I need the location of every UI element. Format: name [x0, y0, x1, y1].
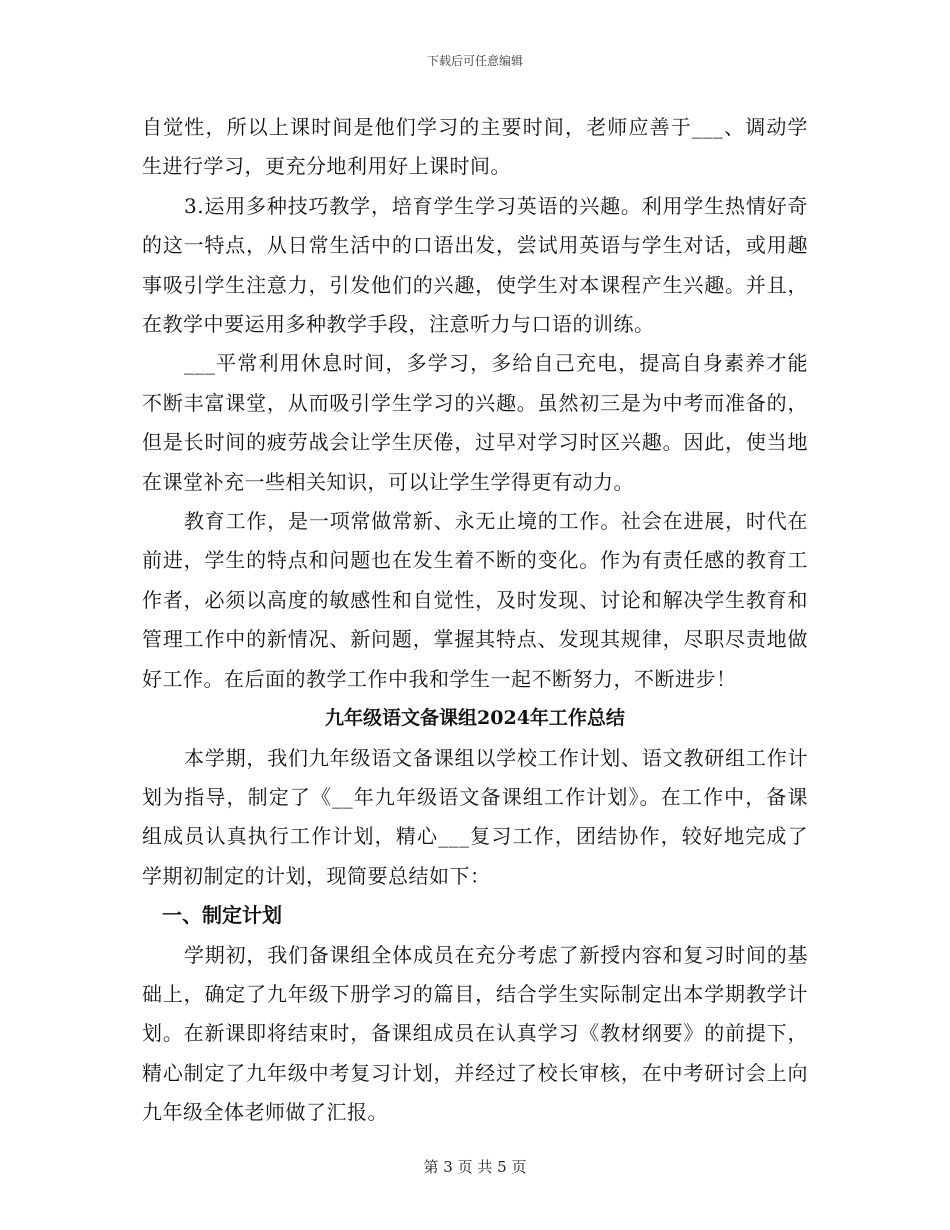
- section-title: 九年级语文备课组2024年工作总结: [325, 707, 625, 730]
- paragraph-self-improvement: ___平常利用休息时间，多学习，多给自己充电，提高自身素养才能不断丰富课堂，从而吸引学生学习的兴趣。虽然初三是为中考而准备的，但是长时间的疲劳战会让学生厌倦，过早对学习时区兴趣。因此，使当地在课堂补充一些相关知识，可以让学生学得更有动力。: [142, 351, 808, 494]
- section-intro: 本学期，我们九年级语文备课组以学校工作计划、语文教研组工作计划为指导，制定了《__年九年级语文备课组工作计划》。在工作中，备课组成员认真执行工作计划，精心___复习工作，团结协作，较好地完成了学期初制定的计划，现简要总结如下：: [142, 745, 808, 888]
- paragraph-continuation: 自觉性，所以上课时间是他们学习的主要时间，老师应善于___、调动学生进行学习，更充分地利用好上课时间。: [142, 115, 808, 179]
- page-footer: 第 3 页 共 5 页: [423, 1158, 527, 1176]
- section-body-plan: 学期初，我们备课组全体成员在充分考虑了新授内容和复习时间的基础上，确定了九年级下册学习的篇目，结合学生实际制定出本学期教学计划。在新课即将结束时，备课组成员在认真学习《教材纲要》的前提下，精心制定了九年级中考复习计划，并经过了校长审核，在中考研讨会上向九年级全体老师做了汇报。: [142, 942, 808, 1125]
- paragraph-conclusion: 教育工作，是一项常做常新、永无止境的工作。社会在进展，时代在前进，学生的特点和问题也在发生着不断的变化。作为有责任感的教育工作者，必须以高度的敏感性和自觉性，及时发现、讨论和解决学生教育和管理工作中的新情况、新问题，掌握其特点、发现其规律，尽职尽责地做好工作。在后面的教学工作中我和学生一起不断努力，不断进步！: [142, 509, 808, 691]
- page-header: 下载后可任意编辑: [426, 54, 523, 68]
- document-body: [142, 108, 808, 1133]
- section-heading-plan: 一、制定计划: [162, 903, 282, 928]
- paragraph-teaching-skills: 3.运用多种技巧教学，培育学生学习英语的兴趣。利用学生热情好奇的这一特点，从日常生活中的口语出发，尝试用英语与学生对话，或用趣事吸引学生注意力，引发他们的兴趣，使学生对本课程产生兴趣。并且，在教学中要运用多种教学手段，注意听力与口语的训练。: [142, 193, 808, 337]
